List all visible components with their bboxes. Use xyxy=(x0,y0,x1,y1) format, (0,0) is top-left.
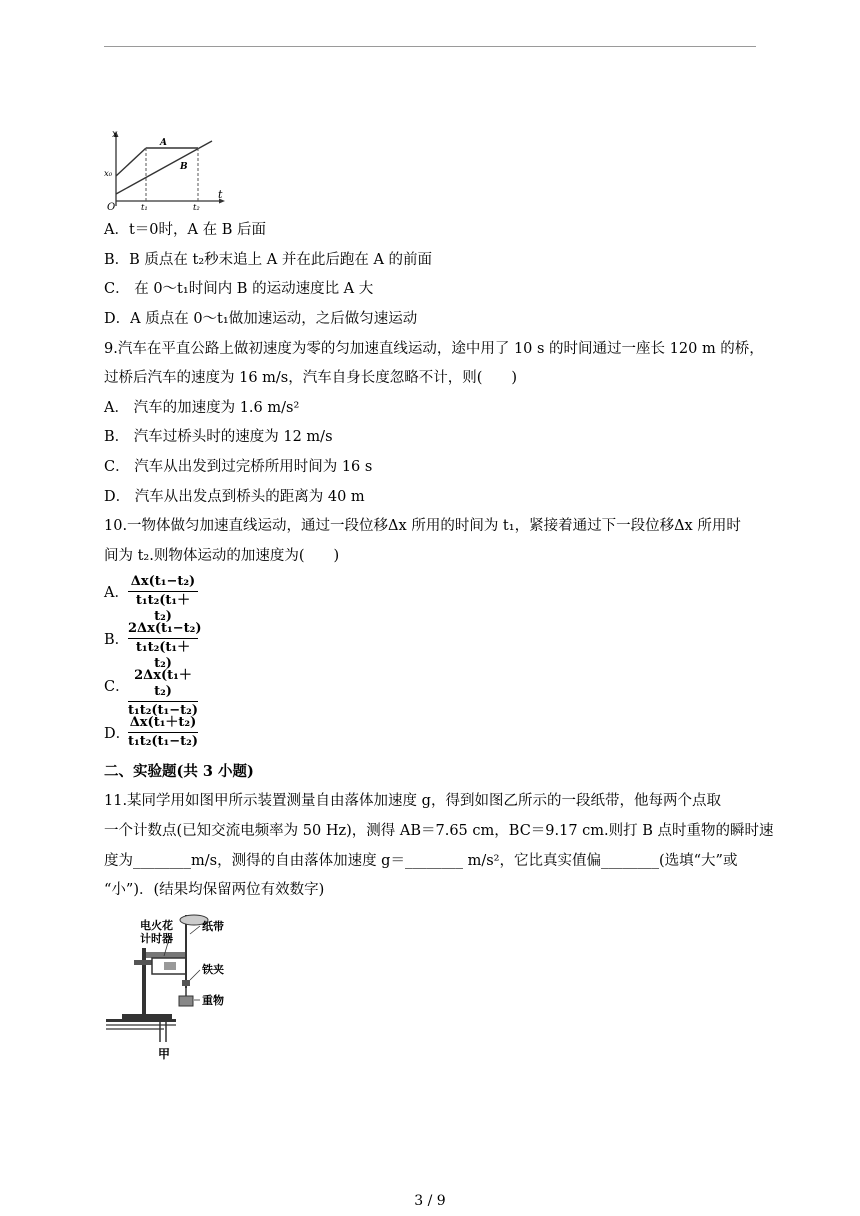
weight-label: 重物 xyxy=(202,994,224,1007)
option-text: 汽车过桥头时的速度为 12 m/s xyxy=(129,429,333,445)
t1-label: t₁ xyxy=(141,203,148,212)
timer-label-line1: 电火花 xyxy=(140,919,173,932)
t-axis-label: t xyxy=(218,188,223,201)
page-number: 3 / 9 xyxy=(414,1193,446,1209)
option-label: B． xyxy=(104,252,130,268)
option-text: B 质点在 t₂秒末追上 A 并在此后跑在 A 的前面 xyxy=(129,252,433,268)
figure-caption: 甲 xyxy=(158,1047,171,1061)
clamp-label: 铁夹 xyxy=(202,963,224,976)
q8-option-d xyxy=(104,309,417,329)
q11-stem-line3: 度为________m/s，测得的自由落体加速度 g＝________ m/s²，它比真实值偏________(选填“大”或 xyxy=(104,853,738,869)
option-label: B． xyxy=(104,429,130,445)
t2-label: t₂ xyxy=(193,203,200,212)
q9-stem-line1: 9.汽车在平直公路上做初速度为零的匀加速直线运动，途中用了 10 s 的时间通过一座长 120 m 的桥， xyxy=(104,341,764,357)
fraction-numerator: Δx(t₁−t₂) xyxy=(128,574,198,592)
q10-option-a-fraction xyxy=(128,574,198,625)
fraction-numerator: 2Δx(t₁＋t₂) xyxy=(128,668,198,702)
q10-stem-line1: 10.一物体做匀加速直线运动，通过一段位移Δx 所用的时间为 t₁，紧接着通过下一段位移Δx 所用时 xyxy=(104,518,741,534)
q9-option-b xyxy=(104,427,333,447)
fraction-denominator: t₁t₂(t₁−t₂) xyxy=(128,703,198,718)
option-text: 在 0～t₁时间内 B 的运动速度比 A 大 xyxy=(129,281,374,297)
apparatus-figure xyxy=(104,910,244,1064)
xt-graph xyxy=(104,128,228,212)
option-text: 汽车从出发到过完桥所用时间为 16 s xyxy=(129,459,373,475)
option-label: D． xyxy=(104,489,131,505)
q11-stem-line4: “小”)．(结果均保留两位有效数字) xyxy=(104,882,325,898)
header-rule xyxy=(104,46,756,47)
q10-option-d-label: D． xyxy=(104,726,131,742)
section-heading: 二、实验题(共 3 小题) xyxy=(104,763,254,780)
q8-option-c xyxy=(104,279,373,299)
fraction-numerator: Δx(t₁＋t₂) xyxy=(128,715,198,733)
q10-option-b-label: B． xyxy=(104,632,130,648)
tape-label: 纸带 xyxy=(202,920,224,933)
q8-option-a xyxy=(104,220,266,240)
option-label: C． xyxy=(104,281,130,297)
x0-label: x₀ xyxy=(104,169,113,179)
q8-option-b xyxy=(104,250,432,270)
q10-option-b-fraction xyxy=(128,621,202,672)
q10-option-c-label: C． xyxy=(104,679,130,695)
option-text: 汽车的加速度为 1.6 m/s² xyxy=(128,400,300,416)
q9-option-d xyxy=(104,487,365,507)
q11-stem-line1: 11.某同学用如图甲所示装置测量自由落体加速度 g，得到如图乙所示的一段纸带，他每两个点取 xyxy=(104,793,721,809)
option-label: D． xyxy=(104,311,131,327)
q10-option-c-fraction xyxy=(128,668,198,719)
q9-stem-line2: 过桥后汽车的速度为 16 m/s，汽车自身长度忽略不计，则( ) xyxy=(104,370,518,386)
option-text: 汽车从出发点到桥头的距离为 40 m xyxy=(130,489,365,505)
line-b-label: B xyxy=(180,162,188,172)
timer-label-line2: 计时器 xyxy=(140,932,173,945)
q10-option-a-label: A． xyxy=(104,585,129,601)
option-text: t＝0时，A 在 B 后面 xyxy=(128,222,266,238)
origin-label: O xyxy=(107,202,116,212)
q10-option-d-fraction xyxy=(128,715,198,750)
fraction-numerator: 2Δx(t₁−t₂) xyxy=(128,621,198,639)
line-a-label: A xyxy=(160,138,167,148)
q11-stem-line2: 一个计数点(已知交流电频率为 50 Hz)，测得 AB＝7.65 cm，BC＝9.17 cm.则打 B 点时重物的瞬时速 xyxy=(104,823,774,839)
option-label: A． xyxy=(104,222,129,238)
option-text: A 质点在 0～t₁做加速运动，之后做匀速运动 xyxy=(130,311,418,327)
q10-stem-line2: 间为 t₂.则物体运动的加速度为( ) xyxy=(104,548,340,564)
q9-option-c xyxy=(104,457,372,477)
q9-option-a xyxy=(104,398,299,418)
x-axis-label: x xyxy=(112,129,118,140)
fraction-denominator: t₁t₂(t₁＋t₂) xyxy=(135,593,191,624)
fraction-denominator: t₁t₂(t₁＋t₂) xyxy=(135,640,191,671)
option-label: C． xyxy=(104,459,130,475)
option-label: A． xyxy=(104,400,129,416)
fraction-denominator: t₁t₂(t₁−t₂) xyxy=(128,734,198,749)
